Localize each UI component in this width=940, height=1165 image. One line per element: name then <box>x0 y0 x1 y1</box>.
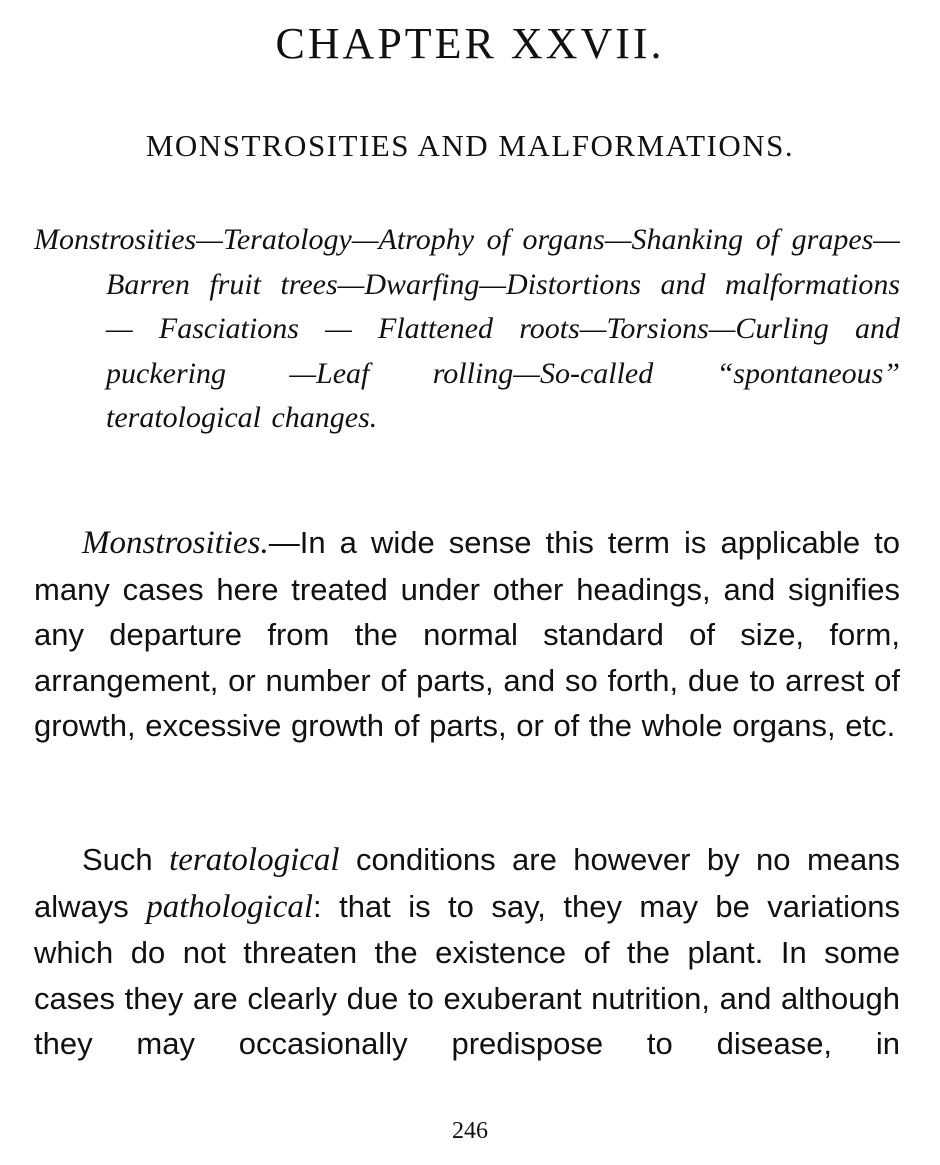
paragraph-text: —In a wide sense this term is applicable to many cases here treated under other headings, and signifies any departure from the normal standard of size, form, arrangement, or number of parts, and so forth, due to arrest of growth, excessive growth of parts, or of the whole organs, etc. <box>34 525 900 743</box>
paragraph-text: conditions are however by no means always <box>34 842 900 924</box>
italic-term-teratological: teratological <box>169 842 340 878</box>
chapter-synopsis: Monstrosities—Teratology—Atrophy of organs—Shanking of grapes—Barren fruit trees—Dwarfing—Distortions and malformations — Fasciations — Flattened roots—Torsions—Curling and puckering —Leaf rolling—So-called “spontaneous” teratological changes. <box>34 223 900 434</box>
paragraph-teratological <box>34 837 900 1067</box>
paragraph-text: Such <box>82 842 170 877</box>
chapter-title: MONSTROSITIES AND MALFORMATIONS. <box>145 128 795 163</box>
page-number: 246 <box>452 1118 488 1144</box>
italic-term-pathological: pathological <box>146 888 314 925</box>
paragraph-monstrosities <box>34 520 900 749</box>
paragraph-lead-term: Monstrosities. <box>82 525 269 561</box>
chapter-heading: CHAPTER XXVII. <box>275 19 665 68</box>
paragraph-text: : that is to say, they may be variations which do not threaten the existence of the plant. In some cases they are clearly due to exuberant nutrition, and although they may occasionally predispose to disease, in <box>34 888 900 1061</box>
